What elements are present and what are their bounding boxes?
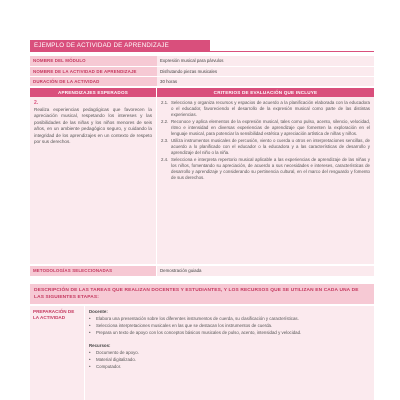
info-key: DURACIÓN DE LA ACTIVIDAD (30, 76, 157, 86)
info-value: Disfrutando piezas musicales (157, 66, 374, 76)
learning-criteria-row (30, 97, 374, 264)
info-value: Expresión musical para párvulos (157, 56, 374, 66)
description-heading: DESCRIPCIÓN DE LAS TAREAS QUE REALIZAN DOCENTES Y ESTUDIANTES, Y LOS RECURSOS QUE SE UTILIZAN EN CADA UNA DE LAS SIGUIENTES ETAPAS: (30, 284, 374, 304)
docente-item-text: Elabora una presentación sobre los diferentes instrumentos de cuerda, su clasificación y características. (96, 316, 299, 321)
recursos-title: Recursos: (89, 343, 111, 348)
criterion-text: Utiliza instrumentos musicales de percusión, viento o cuerda u otros en interpretaciones sencillas, de acuerdo a lo planificado con el educador o la educadora y a las características de desarrollo y aprendizaje del niño o la niña. (171, 138, 370, 155)
recurso-item (89, 350, 370, 356)
docente-item-text: Prepara un texto de apoyo con los conceptos básicos musicales de pulso, acento, intensidad y velocidad. (96, 330, 302, 335)
info-row-activity (30, 66, 374, 76)
info-row-duration (30, 76, 374, 86)
docente-item (89, 330, 370, 336)
criteria-list (157, 97, 374, 264)
section-headers (30, 88, 374, 97)
criterion-item (161, 138, 370, 156)
criterion-item (161, 100, 370, 118)
info-table (30, 56, 374, 87)
criteria-header: CRITERIOS DE EVALUACIÓN QUE INCLUYE (157, 88, 374, 97)
learning-number: 2. (34, 100, 39, 106)
recurso-item (89, 357, 370, 363)
preparation-body (85, 306, 374, 400)
preparation-row (30, 306, 374, 400)
recurso-item (89, 364, 370, 370)
document-page (30, 40, 374, 400)
docente-item-text: Selecciona interpretaciones musicales en las que se destacan los instrumentos de cuerda. (96, 323, 273, 328)
activity-banner: EJEMPLO DE ACTIVIDAD DE APRENDIZAJE (30, 40, 210, 51)
methodology-value: Demostración guiada (157, 266, 374, 276)
learning-header: APRENDIZAJES ESPERADOS (30, 88, 157, 97)
criterion-number: 2.2. (161, 119, 169, 124)
criterion-number: 2.3. (161, 138, 169, 143)
methodology-key: METODOLOGÍAS SELECCIONADAS (30, 266, 157, 276)
criterion-text: Selecciona y organiza recursos y espacios de acuerdo a la planificación elaborada con la educadora o el educador, favoreciendo el desarrollo de la expresión musical como parte de las distintas experiencias. (171, 100, 370, 117)
bullet-icon: • (89, 323, 91, 328)
bullet-icon: • (89, 357, 91, 362)
docente-item (89, 323, 370, 329)
bullet-icon: • (89, 350, 91, 355)
info-key: NOMBRE DEL MÓDULO (30, 56, 157, 66)
methodology-row (30, 266, 374, 276)
info-value: 30 horas (157, 76, 374, 86)
recurso-item-text: Documento de apoyo. (96, 350, 139, 355)
bullet-icon: • (89, 364, 91, 369)
info-row-module (30, 56, 374, 66)
recurso-item-text: Computador. (96, 364, 122, 369)
bullet-icon: • (89, 330, 91, 335)
docente-title: Docente: (89, 309, 108, 314)
preparation-key: PREPARACIÓN DE LA ACTIVIDAD (30, 306, 85, 400)
docente-item (89, 316, 370, 322)
learning-outcome (30, 97, 157, 264)
criterion-number: 2.1. (161, 100, 169, 105)
criterion-text: Selecciona e interpreta repertorio musical aplicable a las experiencias de aprendizaje de las niñas y los niños, fomentando su apreciación, de acuerdo a sus necesidades e intereses, características de desarrollo y aprendizaje y considerando su pertinencia cultural, en el marco del resguardo y fomento de sus derechos. (171, 157, 370, 180)
learning-text: Realiza experiencias pedagógicas que favorecen la apreciación musical, respetando los intereses y las posibilidades de las niñas y los niños menores de seis años, en un ambiente pedagógico seguro, y cuidando la integridad de los aprendizajes en un contexto de respeto por sus derechos. (34, 107, 152, 145)
criterion-item (161, 119, 370, 137)
criterion-number: 2.4. (161, 157, 169, 162)
recurso-item-text: Material digitalizado. (96, 357, 137, 362)
banner-rule (30, 51, 374, 52)
bullet-icon: • (89, 316, 91, 321)
criterion-item (161, 157, 370, 181)
criterion-text: Reconoce y aplica elementos de la expresión musical, tales como pulso, acento, silencio, velocidad, ritmo e intensidad en diversas experiencias de aprendizaje que fomenten la exploración en el lenguaje musical, para potenciar la sensibilidad estética y apreciación artística de niñas y niños. (171, 119, 370, 136)
info-key: NOMBRE DE LA ACTIVIDAD DE APRENDIZAJE (30, 66, 157, 76)
